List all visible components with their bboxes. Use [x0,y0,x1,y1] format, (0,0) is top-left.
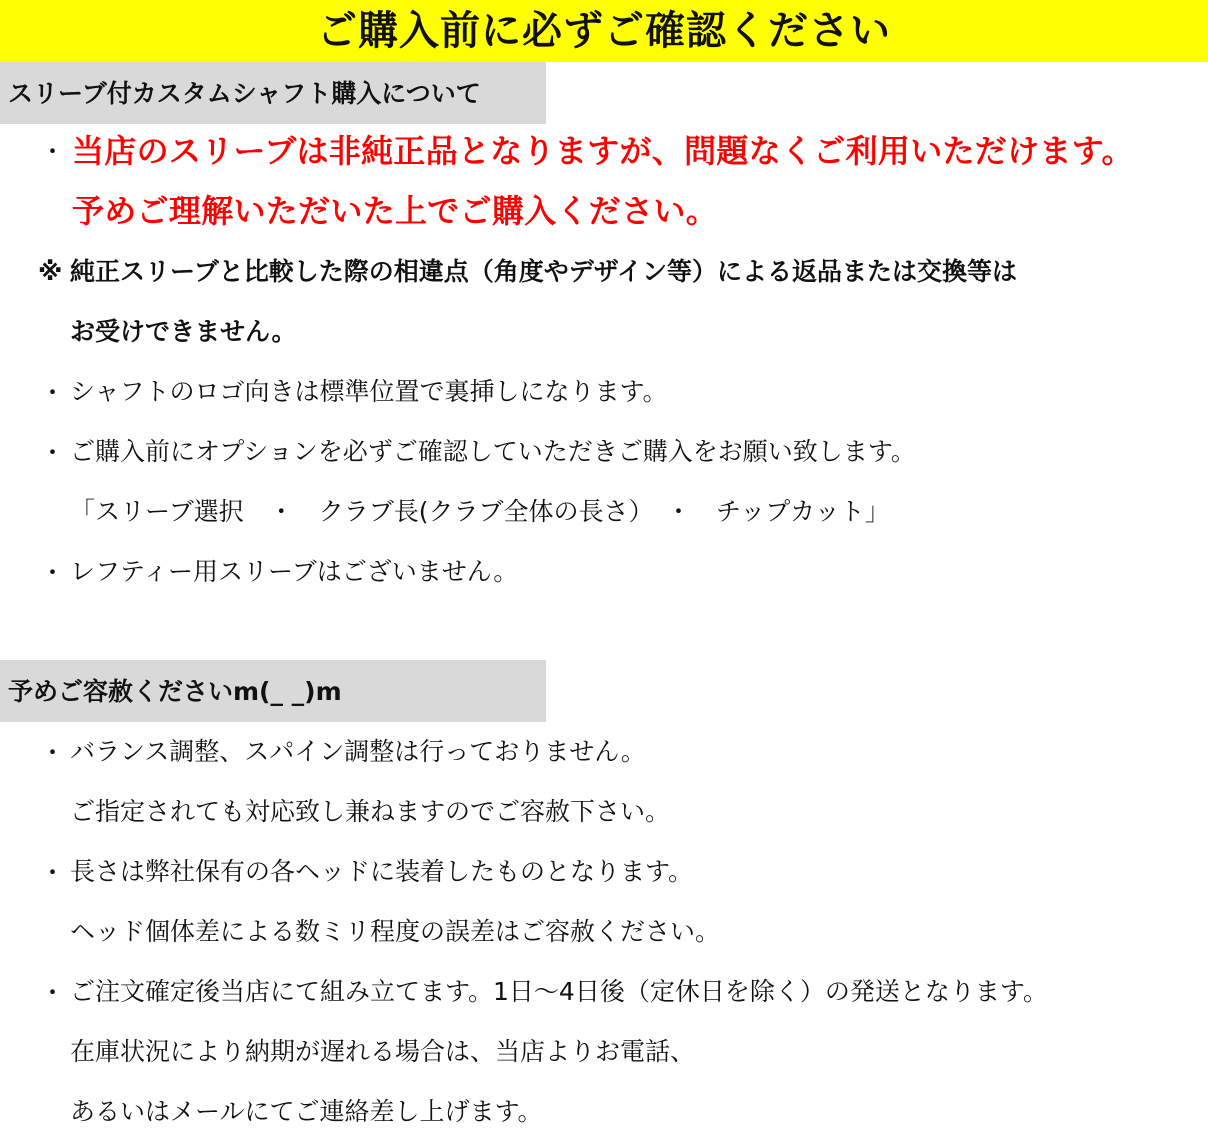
list-item-text: ご指定されても対応致し兼ねますのでご容赦下さい。 [70,797,671,826]
section-header-sleeve-purchase [0,62,546,124]
list-item-text: ヘッド個体差による数ミリ程度の誤差はご容赦ください。 [70,917,721,946]
bullet-mark: ・ [40,378,66,407]
warning-note-line: お受けできません。 [70,317,297,346]
notice-banner [0,0,1208,62]
option-list-text: 「スリーブ選択 ・ クラブ長(クラブ全体の長さ） ・ チップカット」 [70,497,890,526]
section-title: スリーブ付カスタムシャフト購入について [8,78,481,108]
section-header-apology [0,660,546,722]
important-notice-line: 予めご理解いただいた上でご購入ください。 [72,192,719,230]
bullet-mark: ・ [40,438,66,467]
bullet-mark: ・ [40,738,66,767]
list-item-text: ご購入前にオプションを必ずご確認していただきご購入をお願い致します。 [70,437,916,466]
notice-mark: ※ [38,257,63,286]
important-notice-line: 当店のスリーブは非純正品となりますが、問題なくご利用いただけます。 [72,132,1134,170]
list-item-text: バランス調整、スパイン調整は行っておりません。 [70,737,646,766]
bullet-mark: ・ [40,858,66,887]
list-item-text: あるいはメールにてご連絡差し上げます。 [70,1097,543,1126]
list-item-text: レフティー用スリーブはございません。 [70,557,519,586]
bullet-mark: ・ [40,978,66,1007]
list-item-text: シャフトのロゴ向きは標準位置で裏挿しになります。 [70,377,668,406]
section-title: 予めご容赦くださいm(_ _)m [8,676,342,706]
banner-title: ご購入前に必ずご確認ください [317,8,891,54]
bullet-mark: ・ [40,558,66,587]
list-item-text: ご注文確定後当店にて組み立てます。1日～4日後（定休日を除く）の発送となります。 [70,977,1048,1006]
list-item-text: 長さは弊社保有の各ヘッドに装着したものとなります。 [70,857,694,886]
warning-note-line: 純正スリーブと比較した際の相違点（角度やデザイン等）による返品または交換等は [70,257,1018,286]
bullet-mark: ・ [40,137,66,166]
list-item-text: 在庫状況により納期が遅れる場合は、当店よりお電話、 [70,1037,696,1066]
